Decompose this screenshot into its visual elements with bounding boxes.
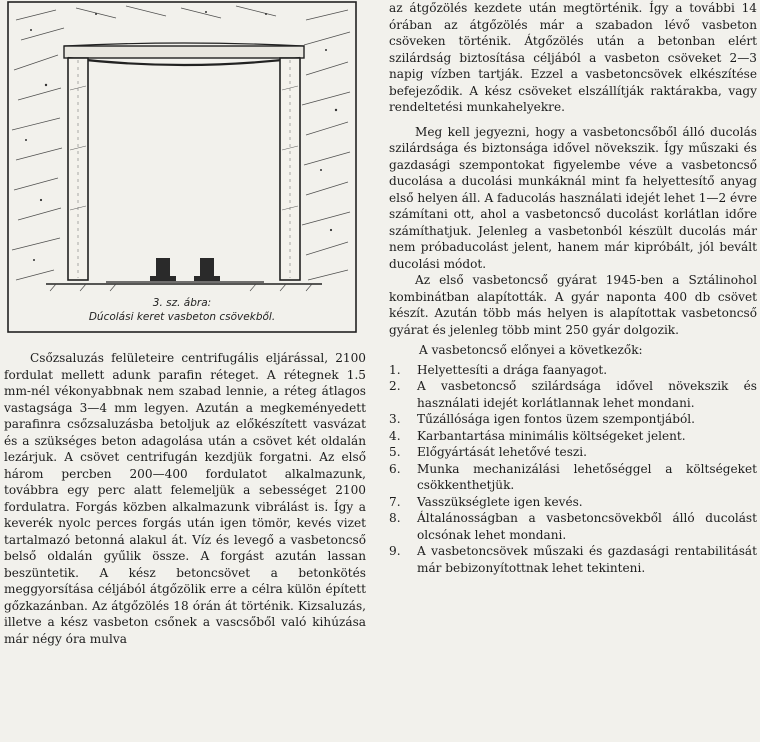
right-paragraph-1: az átgőzölés kezdete után megtörténik. Így a további 14 órában az átgőzölés már a szabadon lévő vasbeton csöveken történik. Átgőzölés után a betonban elért szilárdság biztosítása céljából a vasbeton csöveket 2—3 napig vízben tartják. Ezzel a vasbetoncsövek elkészítése befejeződik. A kész csöveket elszállítják raktárakba, vagy rendeltetési munkahelyekre. [389,1,757,114]
figure-caption [6,296,358,324]
list-item-number: 3. [389,412,401,426]
list-item-number: 6. [389,461,401,476]
list-item-text: Karbantartása minimális költségeket jelent. [417,428,686,443]
list-item-number: 4. [389,428,401,443]
list-item [389,411,757,428]
list-item [389,428,757,445]
list-item [389,378,757,411]
list-item [389,444,757,461]
advantages-list [389,362,757,577]
list-item-text: Vasszükséglete igen kevés. [417,494,583,509]
advantages-intro: A vasbetoncső előnyei a következők: [419,343,643,357]
list-item-number: 1. [389,362,401,377]
figure-caption-number: 3. sz. ábra: [152,297,212,309]
list-item-text: Helyettesíti a drága faanyagot. [417,362,608,377]
right-paragraph-3: Az első vasbetoncső gyárat 1945-ben a Sztálinohol kombinátban alapították. A gyár naponta 400 db csövet készít. Azután több más helyen is alapítottak vasbetoncső gyárat és jelenleg több mint 250 gyár dolgozik. [389,273,757,337]
list-item-text: Tűzállósága igen fontos üzem szempontjából. [417,412,696,426]
right-column [389,0,757,576]
right-paragraph-2: Meg kell jegyezni, hogy a vasbetoncsőből álló ducolás szilárdsága és biztonsága idővel növekszik. Így műszaki és gazdasági szempontokat figyelembe véve a vasbetoncső ducolása a ducolási munkáknál mint fa helyettesítő anyag első helyen áll. A faducolás használati idejét lehet 1—2 évre számítani ott, ahol a vasbetoncső ducolást korlátlan időre számíthatjuk. Jelenleg a vasbetonból készült ducolás már nem próbaducolást jelent, hanem már kipróbált, jól bevált ducolási módot. [389,124,757,271]
figure-caption-title: Dúcolási keret vasbeton csövekből. [88,311,276,323]
list-item-text: A vasbetoncső szilárdsága idővel növekszik és használati idejét korlátlannak lehet mondani. [417,379,757,410]
list-item [389,510,757,543]
list-item-number: 8. [389,511,401,525]
list-item [389,543,757,576]
list-item-text: Munka mechanizálási lehetőséggel a költségeket csökkenthetjük. [417,461,757,492]
list-item-text: A vasbetoncsövek műszaki és gazdasági rentabilitását már bebizonyítottnak lehet tekinteni. [417,544,757,575]
list-item-number: 9. [389,544,401,558]
list-item-text: Előgyártását lehetővé teszi. [417,445,587,459]
list-item [389,362,757,379]
list-item-text: Általánosságban a vasbetoncsövekből álló ducolást olcsónak lehet mondani. [417,511,757,542]
list-item-number: 5. [389,445,401,459]
list-item [389,461,757,494]
list-item [389,494,757,511]
list-item-number: 2. [389,379,401,393]
figure-duct-frame [6,0,358,336]
list-item-number: 7. [389,494,401,509]
duct-frame-illustration [6,0,358,336]
left-paragraph: Csőzsaluzás felületeire centrifugális eljárással, 2100 fordulat mellett adunk parafin réteget. A rétegnek 1.5 mm-nél vékonyabbnak nem szabad lennie, a réteg átlagos vastagsága 3—4 mm legyen. Azután a megkeményedett parafinra csőzsaluzásba betoljuk az előkészített vasvázat és a szükséges beton adagolása után a csövet két oldalán lezárjuk. A csövet centrifugán kezdjük forgatni. Az első három percben 200—400 fordulatot alkalmazunk, továbbra egy perc alatt felemeljük a sebességet 2100 fordulatra. Forgás közben alkalmazunk vibrálást is. Így a keverék nyolc perces forgás után igen tömör, kevés vizet tartalmazó betonná alakul át. Víz és levegő a vasbetoncső belső oldalán gyűlik össze. A forgást azután lassan beszüntetik. A kész betoncsövet a betonkötés meggyorsítása céljából átgőzölik erre a célra külön épített gőzkazánban. Az átgőzölés 18 órán át történik. Kizsaluzás, illetve a kész vasbeton csőnek a vascsőből való kihúzása már négy óra mulva [4,351,366,646]
